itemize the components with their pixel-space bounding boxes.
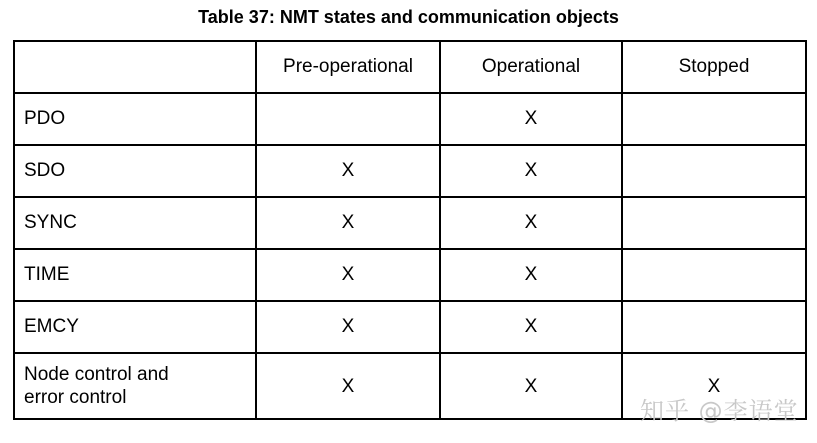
cell-operational: X [440, 353, 622, 419]
table-row [14, 145, 806, 197]
row-label-line: Node control and [24, 364, 169, 385]
cell-pre-operational: X [256, 353, 440, 419]
cell-pre-operational: X [256, 249, 440, 301]
cell-stopped [622, 145, 806, 197]
header-cell-empty [14, 41, 256, 93]
table-row [14, 197, 806, 249]
cell-operational: X [440, 197, 622, 249]
table-row [14, 93, 806, 145]
cell-operational: X [440, 145, 622, 197]
row-label: SYNC [14, 197, 256, 249]
row-label: EMCY [14, 301, 256, 353]
cell-operational: X [440, 301, 622, 353]
cell-pre-operational: X [256, 145, 440, 197]
table-row [14, 249, 806, 301]
cell-stopped [622, 301, 806, 353]
cell-stopped: X [622, 353, 806, 419]
nmt-states-table [13, 40, 807, 420]
cell-stopped [622, 197, 806, 249]
row-label: SDO [14, 145, 256, 197]
row-label-line: error control [24, 387, 127, 408]
row-label: PDO [14, 93, 256, 145]
watermark: 知乎 @李语堂 [640, 397, 799, 425]
cell-operational: X [440, 249, 622, 301]
cell-pre-operational [256, 93, 440, 145]
header-stopped: Stopped [622, 41, 806, 93]
cell-operational: X [440, 93, 622, 145]
header-operational: Operational [440, 41, 622, 93]
cell-pre-operational: X [256, 301, 440, 353]
table-header-row [14, 41, 806, 93]
cell-pre-operational: X [256, 197, 440, 249]
cell-stopped [622, 93, 806, 145]
row-label: TIME [14, 249, 256, 301]
row-label [14, 353, 256, 419]
header-pre-operational: Pre-operational [256, 41, 440, 93]
table-title: Table 37: NMT states and communication objects [198, 7, 619, 27]
table-row [14, 301, 806, 353]
cell-stopped [622, 249, 806, 301]
